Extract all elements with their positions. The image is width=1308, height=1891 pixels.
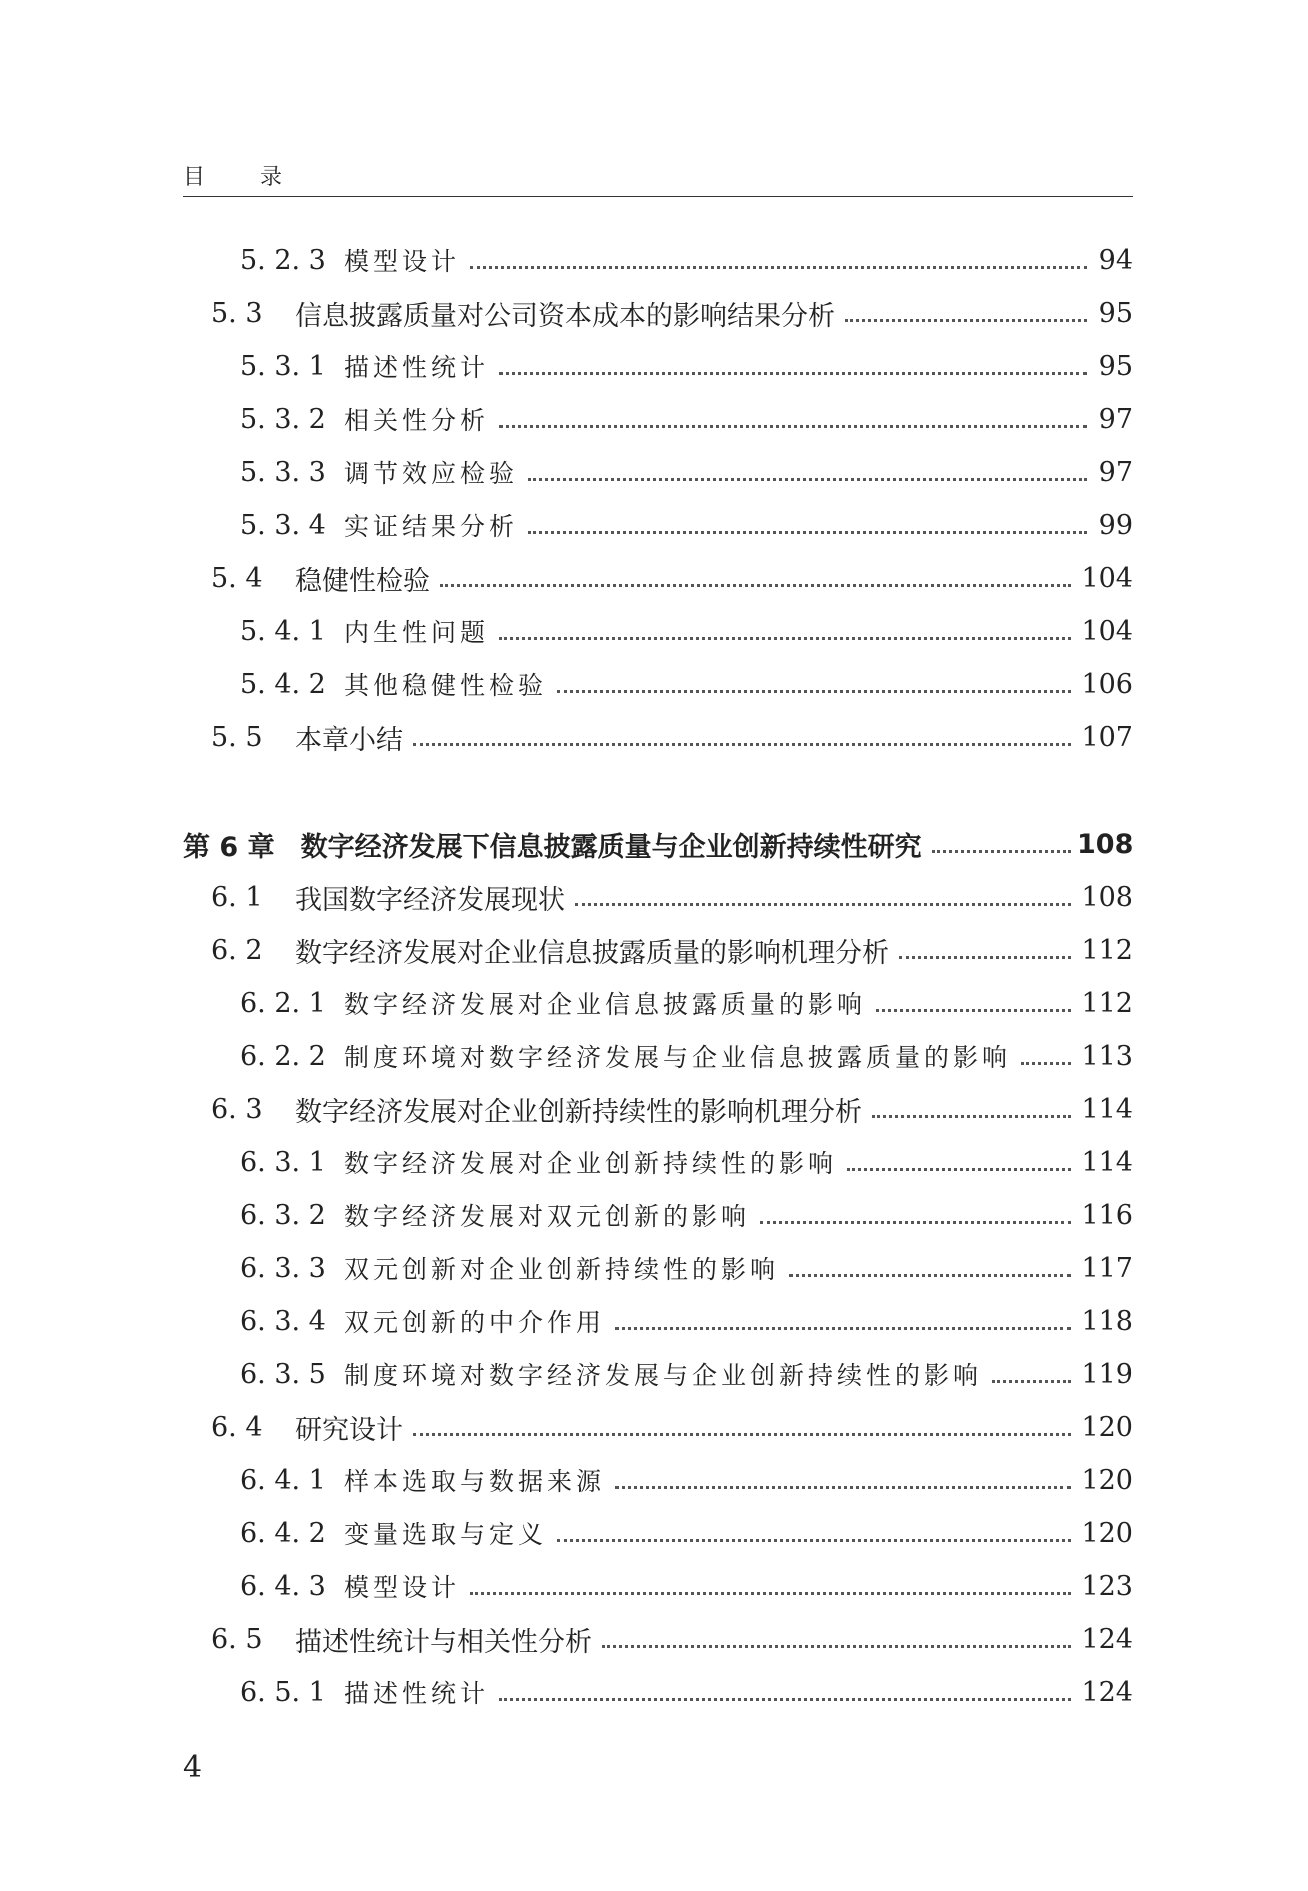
toc-entry (240, 346, 1133, 386)
toc-entry-page: 99 (1098, 509, 1133, 541)
toc-entry-title: 变量选取与定义 (344, 1520, 548, 1549)
toc-entry-number: 5. 3. 2 (240, 403, 326, 435)
toc-entry-number: 5. 4 (211, 562, 263, 594)
toc-entry (211, 1407, 1133, 1447)
toc-entry-number: 第 6 章 (183, 831, 275, 863)
toc-entry (240, 1354, 1133, 1394)
toc-entry-page: 108 (1081, 881, 1133, 913)
toc-entry (240, 983, 1133, 1023)
toc-entry-title: 其他稳健性检验 (344, 671, 548, 700)
toc-entry-number: 5. 4. 1 (240, 615, 326, 647)
toc-leader-dots (499, 1698, 1071, 1701)
toc-entry (211, 1089, 1133, 1129)
toc-entry-page: 112 (1081, 934, 1133, 966)
toc-entry-page: 124 (1081, 1623, 1133, 1655)
toc-entry-title: 双元创新对企业创新持续性的影响 (344, 1255, 780, 1284)
toc-entry-number: 6. 3 (211, 1093, 263, 1125)
toc-entry-number: 6. 4. 1 (240, 1464, 326, 1496)
toc-entry-title: 数字经济发展对企业信息披露质量的影响 (344, 990, 867, 1019)
toc-entry (211, 717, 1133, 757)
toc-entry-page: 116 (1081, 1199, 1133, 1231)
toc-entry-number: 6. 2. 2 (240, 1040, 326, 1072)
toc-entry (240, 664, 1133, 704)
toc-entry-title: 模型设计 (344, 1573, 461, 1602)
toc-entry-number: 5. 3. 3 (240, 456, 326, 488)
running-header (183, 160, 282, 191)
toc-leader-dots (615, 1486, 1071, 1489)
toc-entry-number: 6. 4. 2 (240, 1517, 326, 1549)
toc-leader-dots (499, 637, 1071, 640)
header-rule (183, 196, 1133, 197)
toc-entry-page: 114 (1081, 1146, 1133, 1178)
toc-entry-number: 5. 5 (211, 721, 263, 753)
toc-entry-page: 113 (1081, 1040, 1133, 1072)
toc-entry-title: 我国数字经济发展现状 (295, 884, 565, 916)
toc-entry-page: 120 (1081, 1464, 1133, 1496)
toc-leader-dots (413, 743, 1071, 746)
toc-entry (240, 1195, 1133, 1235)
toc-leader-dots (845, 319, 1087, 322)
toc-entry (240, 452, 1133, 492)
toc-entry (240, 1513, 1133, 1553)
toc-entry-title: 相关性分析 (344, 406, 490, 435)
toc-entry-title: 研究设计 (295, 1414, 403, 1446)
toc-entry (211, 930, 1133, 970)
toc-leader-dots (557, 1539, 1071, 1542)
toc-entry-page: 108 (1077, 828, 1134, 860)
toc-entry-page: 104 (1081, 562, 1133, 594)
toc-leader-dots (932, 850, 1071, 853)
toc-leader-dots (470, 1592, 1071, 1595)
toc-leader-dots (847, 1168, 1071, 1171)
toc-entry-number: 6. 5 (211, 1623, 263, 1655)
toc-leader-dots (992, 1380, 1071, 1383)
toc-entry-page: 114 (1081, 1093, 1133, 1125)
toc-leader-dots (789, 1274, 1071, 1277)
toc-entry-number: 6. 4 (211, 1411, 263, 1443)
toc-entry-page: 120 (1081, 1411, 1133, 1443)
toc-entry (211, 558, 1133, 598)
toc-entry (240, 611, 1133, 651)
toc-leader-dots (602, 1645, 1071, 1648)
toc-entry-title: 样本选取与数据来源 (344, 1467, 606, 1496)
toc-leader-dots (876, 1009, 1071, 1012)
toc-entry-number: 6. 2. 1 (240, 987, 326, 1019)
toc-leader-dots (528, 478, 1087, 481)
toc-entry-title: 本章小结 (295, 724, 403, 756)
toc-entry-page: 94 (1098, 244, 1133, 276)
toc-entry-title: 数字经济发展对企业创新持续性的影响机理分析 (295, 1096, 862, 1128)
toc-entry (240, 505, 1133, 545)
toc-entry-page: 106 (1081, 668, 1133, 700)
toc-entry-page: 124 (1081, 1676, 1133, 1708)
toc-entry-number: 6. 3. 2 (240, 1199, 326, 1231)
toc-entry-title: 描述性统计与相关性分析 (295, 1626, 592, 1658)
toc-leader-dots (440, 584, 1071, 587)
toc-entry (240, 240, 1133, 280)
toc-leader-dots (872, 1115, 1071, 1118)
toc-entry (211, 1619, 1133, 1659)
toc-entry-title: 调节效应检验 (344, 459, 519, 488)
toc-entry-page: 118 (1081, 1305, 1133, 1337)
toc-entry (183, 824, 1133, 864)
toc-entry-page: 97 (1098, 403, 1133, 435)
toc-entry-number: 6. 3. 5 (240, 1358, 326, 1390)
toc-leader-dots (615, 1327, 1071, 1330)
toc-leader-dots (557, 690, 1071, 693)
page-number: 4 (183, 1750, 203, 1785)
toc-entry-title: 模型设计 (344, 247, 461, 276)
toc-entry-number: 6. 2 (211, 934, 263, 966)
toc-entry-number: 6. 4. 3 (240, 1570, 326, 1602)
toc-entry-number: 6. 5. 1 (240, 1676, 326, 1708)
toc-leader-dots (528, 531, 1087, 534)
toc-entry (240, 1248, 1133, 1288)
toc-entry-page: 95 (1098, 350, 1133, 382)
toc-leader-dots (575, 903, 1071, 906)
toc-entry (240, 1142, 1133, 1182)
toc-entry-title: 数字经济发展对企业创新持续性的影响 (344, 1149, 838, 1178)
toc-leader-dots (499, 372, 1087, 375)
toc-entry-page: 119 (1081, 1358, 1133, 1390)
toc-leader-dots (413, 1433, 1071, 1436)
toc-entry-number: 5. 2. 3 (240, 244, 326, 276)
toc-entry-number: 6. 3. 4 (240, 1305, 326, 1337)
header-char-1: 目 (183, 165, 206, 190)
toc-leader-dots (499, 425, 1087, 428)
toc-entry (240, 1672, 1133, 1712)
toc-entry-title: 描述性统计 (344, 353, 490, 382)
toc-entry (240, 1566, 1133, 1606)
toc-entry-title: 内生性问题 (344, 618, 490, 647)
toc-entry-page: 117 (1081, 1252, 1133, 1284)
toc-entry-title: 数字经济发展下信息披露质量与企业创新持续性研究 (300, 831, 922, 863)
toc-entry-page: 123 (1081, 1570, 1133, 1602)
toc-entry-title: 描述性统计 (344, 1679, 490, 1708)
toc-entry (240, 1460, 1133, 1500)
toc-entry (240, 399, 1133, 439)
toc-entry-title: 数字经济发展对企业信息披露质量的影响机理分析 (295, 937, 889, 969)
toc-entry-title: 制度环境对数字经济发展与企业创新持续性的影响 (344, 1361, 983, 1390)
toc-entry-page: 112 (1081, 987, 1133, 1019)
toc-entry-number: 6. 3. 3 (240, 1252, 326, 1284)
toc-entry-title: 实证结果分析 (344, 512, 519, 541)
toc-entry-page: 120 (1081, 1517, 1133, 1549)
toc-entry (240, 1301, 1133, 1341)
toc-entry-page: 107 (1081, 721, 1133, 753)
toc-entry-title: 制度环境对数字经济发展与企业信息披露质量的影响 (344, 1043, 1012, 1072)
header-char-2: 录 (260, 165, 283, 190)
toc-entry (211, 877, 1133, 917)
toc-leader-dots (760, 1221, 1071, 1224)
toc-entry-number: 5. 3. 4 (240, 509, 326, 541)
toc-entry-page: 97 (1098, 456, 1133, 488)
toc-entry-number: 5. 4. 2 (240, 668, 326, 700)
toc-entry-title: 稳健性检验 (295, 565, 430, 597)
toc-leader-dots (470, 266, 1087, 269)
toc-entry-number: 6. 1 (211, 881, 263, 913)
toc-leader-dots (899, 956, 1071, 959)
toc-entry-number: 6. 3. 1 (240, 1146, 326, 1178)
toc-entry-number: 5. 3 (211, 297, 263, 329)
toc-leader-dots (1021, 1062, 1071, 1065)
toc-entry-page: 95 (1098, 297, 1133, 329)
toc-entry (240, 1036, 1133, 1076)
toc-entry-title: 信息披露质量对公司资本成本的影响结果分析 (295, 300, 835, 332)
toc-entry-title: 数字经济发展对双元创新的影响 (344, 1202, 751, 1231)
toc-entry-title: 双元创新的中介作用 (344, 1308, 606, 1337)
toc-entry (211, 293, 1133, 333)
toc-entry-number: 5. 3. 1 (240, 350, 326, 382)
toc-entry-page: 104 (1081, 615, 1133, 647)
